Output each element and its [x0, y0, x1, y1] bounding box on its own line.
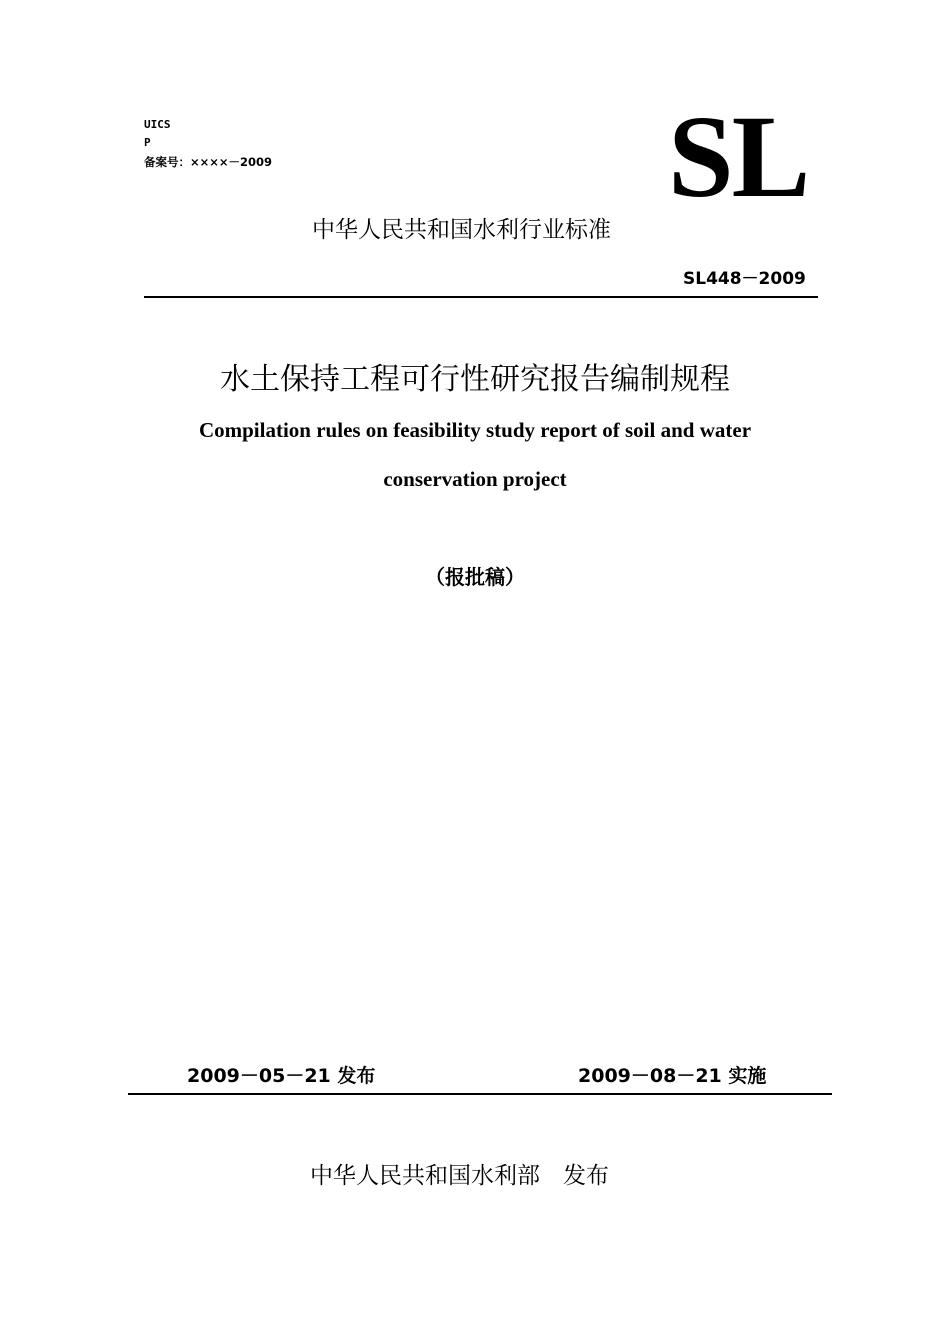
release-date: 2009－05－21 发布 [187, 1065, 376, 1087]
uics-code: UICS [144, 118, 171, 131]
draft-status: （报批稿） [425, 565, 525, 589]
record-number: 备案号：××××－2009 [144, 155, 273, 169]
document-title-english-line-2: conservation project [383, 467, 567, 491]
effective-date: 2009－08－21 实施 [578, 1065, 767, 1087]
sl-standard-logo: SL [668, 91, 809, 222]
industry-standard-heading: 中华人民共和国水利行业标准 [312, 217, 611, 243]
publisher-line: 中华人民共和国水利部 发布 [310, 1163, 609, 1189]
footer-divider [128, 1093, 832, 1095]
standard-number: SL448－2009 [683, 269, 806, 289]
document-title-chinese: 水土保持工程可行性研究报告编制规程 [220, 362, 730, 397]
header-divider [144, 296, 818, 298]
document-title-english-line-1: Compilation rules on feasibility study report of soil and water [198, 418, 752, 442]
category-code: P [144, 136, 151, 149]
